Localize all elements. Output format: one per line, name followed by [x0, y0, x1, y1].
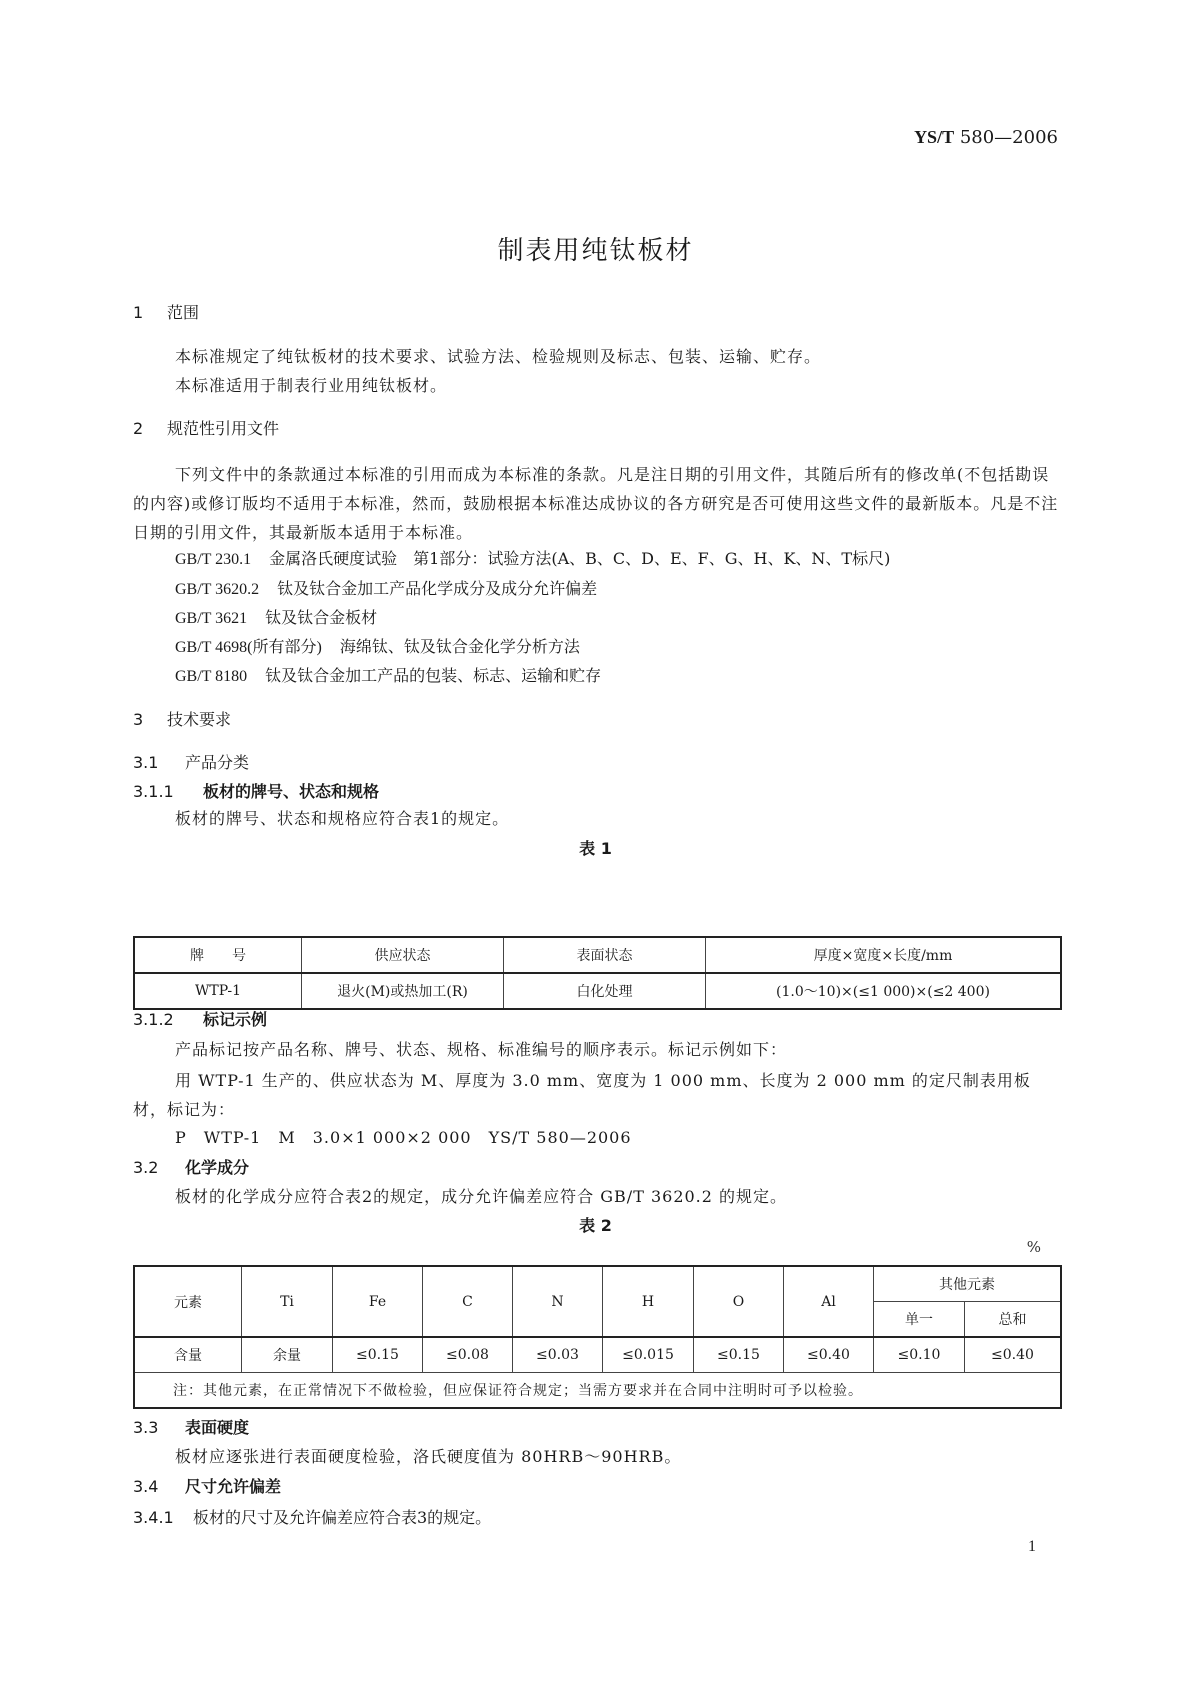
section-number: 3.4.1 — [133, 1508, 174, 1527]
table-note-row — [134, 1373, 1061, 1409]
section-title: 范围 — [167, 303, 200, 322]
table-1 — [133, 936, 1062, 1010]
table-cell: (1.0～10)×(≤1 000)×(≤2 400) — [706, 973, 1062, 1009]
section-title: 规范性引用文件 — [167, 419, 280, 438]
paragraph: 用 WTP-1 生产的、供应状态为 M、厚度为 3.0 mm、宽度为 1 000 mm、长度为 2 000 mm 的定尺制表用板材，标记为： — [133, 1071, 1031, 1119]
reference-item — [175, 546, 890, 569]
ref-code: GB/T 3620.2 — [175, 581, 260, 598]
table-cell: ≤0.08 — [423, 1337, 513, 1373]
section-title: 产品分类 — [185, 753, 250, 772]
header-cell: Ti — [242, 1266, 333, 1337]
header-cell: 表面状态 — [504, 937, 706, 973]
section-number: 3.1.2 — [133, 1010, 174, 1029]
section-3-heading — [133, 707, 231, 730]
header-cell: C — [423, 1266, 513, 1337]
section-number: 3.3 — [133, 1418, 159, 1437]
header-cell: Al — [784, 1266, 874, 1337]
section-number: 3.1.1 — [133, 782, 174, 801]
header-cell: 厚度×宽度×长度/mm — [706, 937, 1062, 973]
header-cell: 元素 — [134, 1266, 242, 1337]
section-3-3-heading — [133, 1415, 249, 1438]
section-3-1-1-heading — [133, 779, 379, 802]
table-cell: ≤0.15 — [694, 1337, 784, 1373]
reference-item — [175, 634, 580, 657]
section-number: 3.4 — [133, 1477, 159, 1496]
ref-code: GB/T 3621 — [175, 610, 248, 627]
table-1-caption: 表 1 — [579, 839, 612, 858]
ref-title: 海绵钛、钛及钛合金化学分析方法 — [339, 637, 580, 656]
table-cell: 白化处理 — [504, 973, 706, 1009]
paragraph: 板材的化学成分应符合表2的规定，成分允许偏差应符合 GB/T 3620.2 的规定。 — [175, 1187, 788, 1206]
table-cell: ≤0.015 — [603, 1337, 694, 1373]
header-cell: Fe — [333, 1266, 423, 1337]
ref-title: 钛及钛合金板材 — [265, 608, 378, 627]
ref-title: 钛及钛合金加工产品化学成分及成分允许偏差 — [277, 579, 598, 598]
paragraph: 本标准适用于制表行业用纯钛板材。 — [175, 376, 448, 395]
ref-code: GB/T 8180 — [175, 668, 248, 685]
unit-label: % — [1026, 1238, 1041, 1256]
section-2-heading — [133, 416, 279, 439]
group-header-cell: 其他元素 — [874, 1266, 1062, 1302]
row-label: 含量 — [134, 1337, 242, 1373]
table-header-row — [134, 937, 1061, 973]
section-number: 2 — [133, 419, 144, 438]
section-1-heading — [133, 300, 199, 323]
section-number: 3.1 — [133, 753, 159, 772]
section-text: 板材的尺寸及允许偏差应符合表3的规定。 — [193, 1508, 492, 1527]
paragraph: 本标准规定了纯钛板材的技术要求、试验方法、检验规则及标志、包装、运输、贮存。 — [175, 347, 822, 366]
header-cell: 牌 号 — [134, 937, 302, 973]
header-cell: O — [694, 1266, 784, 1337]
marking-example: P WTP-1 M 3.0×1 000×2 000 YS/T 580—2006 — [175, 1128, 632, 1147]
table-2 — [133, 1265, 1062, 1409]
reference-item — [175, 576, 597, 599]
std-number-value: 580—2006 — [959, 127, 1058, 148]
section-title: 技术要求 — [167, 710, 232, 729]
section-3-2-heading — [133, 1155, 249, 1178]
header-cell: 供应状态 — [302, 937, 504, 973]
ref-code: GB/T 4698(所有部分) — [175, 639, 322, 656]
paragraph: 板材的牌号、状态和规格应符合表1的规定。 — [175, 809, 510, 828]
section-3-1-heading — [133, 750, 249, 773]
section-title: 尺寸允许偏差 — [185, 1477, 282, 1496]
ref-title: 钛及钛合金加工产品的包装、标志、运输和贮存 — [265, 666, 602, 685]
document-title: 制表用纯钛板材 — [497, 236, 694, 266]
table-row — [134, 973, 1061, 1009]
paragraph-intro: 下列文件中的条款通过本标准的引用而成为本标准的条款。凡是注日期的引用文件，其随后所有的修改单(不包括勘误的内容)或修订版均不适用于本标准，然而，鼓励根据本标准达成协议的各方研究是否可使用这些文件的最新版本。凡是不注日期的引用文件，其最新版本适用于本标准。 — [133, 465, 1059, 542]
section-number: 3.2 — [133, 1158, 159, 1177]
table-cell: 余量 — [242, 1337, 333, 1373]
reference-item — [175, 605, 377, 628]
ref-code: GB/T 230.1 — [175, 551, 252, 568]
table-cell: WTP-1 — [134, 973, 302, 1009]
section-title: 表面硬度 — [185, 1418, 250, 1437]
table-cell: ≤0.10 — [874, 1337, 965, 1373]
section-3-4-heading — [133, 1474, 281, 1497]
table-cell: ≤0.40 — [784, 1337, 874, 1373]
standard-number — [914, 127, 1058, 148]
table-2-caption: 表 2 — [579, 1216, 612, 1235]
subheader-cell: 单一 — [874, 1302, 965, 1338]
table-cell: ≤0.15 — [333, 1337, 423, 1373]
section-3-1-2-heading — [133, 1007, 267, 1030]
table-note: 注：其他元素，在正常情况下不做检验，但应保证符合规定；当需方要求并在合同中注明时可予以检验。 — [134, 1373, 1061, 1409]
section-title: 板材的牌号、状态和规格 — [203, 782, 380, 801]
page-number: 1 — [1028, 1538, 1036, 1555]
header-cell: N — [513, 1266, 603, 1337]
table-row — [134, 1337, 1061, 1373]
table-header-row — [134, 1266, 1061, 1302]
table-cell: 退火(M)或热加工(R) — [302, 973, 504, 1009]
section-3-4-1 — [133, 1505, 491, 1528]
section-title: 标记示例 — [203, 1010, 268, 1029]
paragraph: 产品标记按产品名称、牌号、状态、规格、标准编号的顺序表示。标记示例如下： — [175, 1040, 788, 1059]
paragraph: 板材应逐张进行表面硬度检验，洛氏硬度值为 80HRB～90HRB。 — [175, 1447, 682, 1466]
table-cell: ≤0.03 — [513, 1337, 603, 1373]
subheader-cell: 总和 — [965, 1302, 1062, 1338]
section-title: 化学成分 — [185, 1158, 250, 1177]
table-cell: ≤0.40 — [965, 1337, 1062, 1373]
ref-title: 金属洛氏硬度试验 第1部分：试验方法(A、B、C、D、E、F、G、H、K、N、T标尺) — [269, 549, 891, 568]
header-cell: H — [603, 1266, 694, 1337]
section-number: 1 — [133, 303, 144, 322]
section-number: 3 — [133, 710, 144, 729]
reference-item — [175, 663, 601, 686]
std-prefix: YS/T — [914, 127, 955, 147]
